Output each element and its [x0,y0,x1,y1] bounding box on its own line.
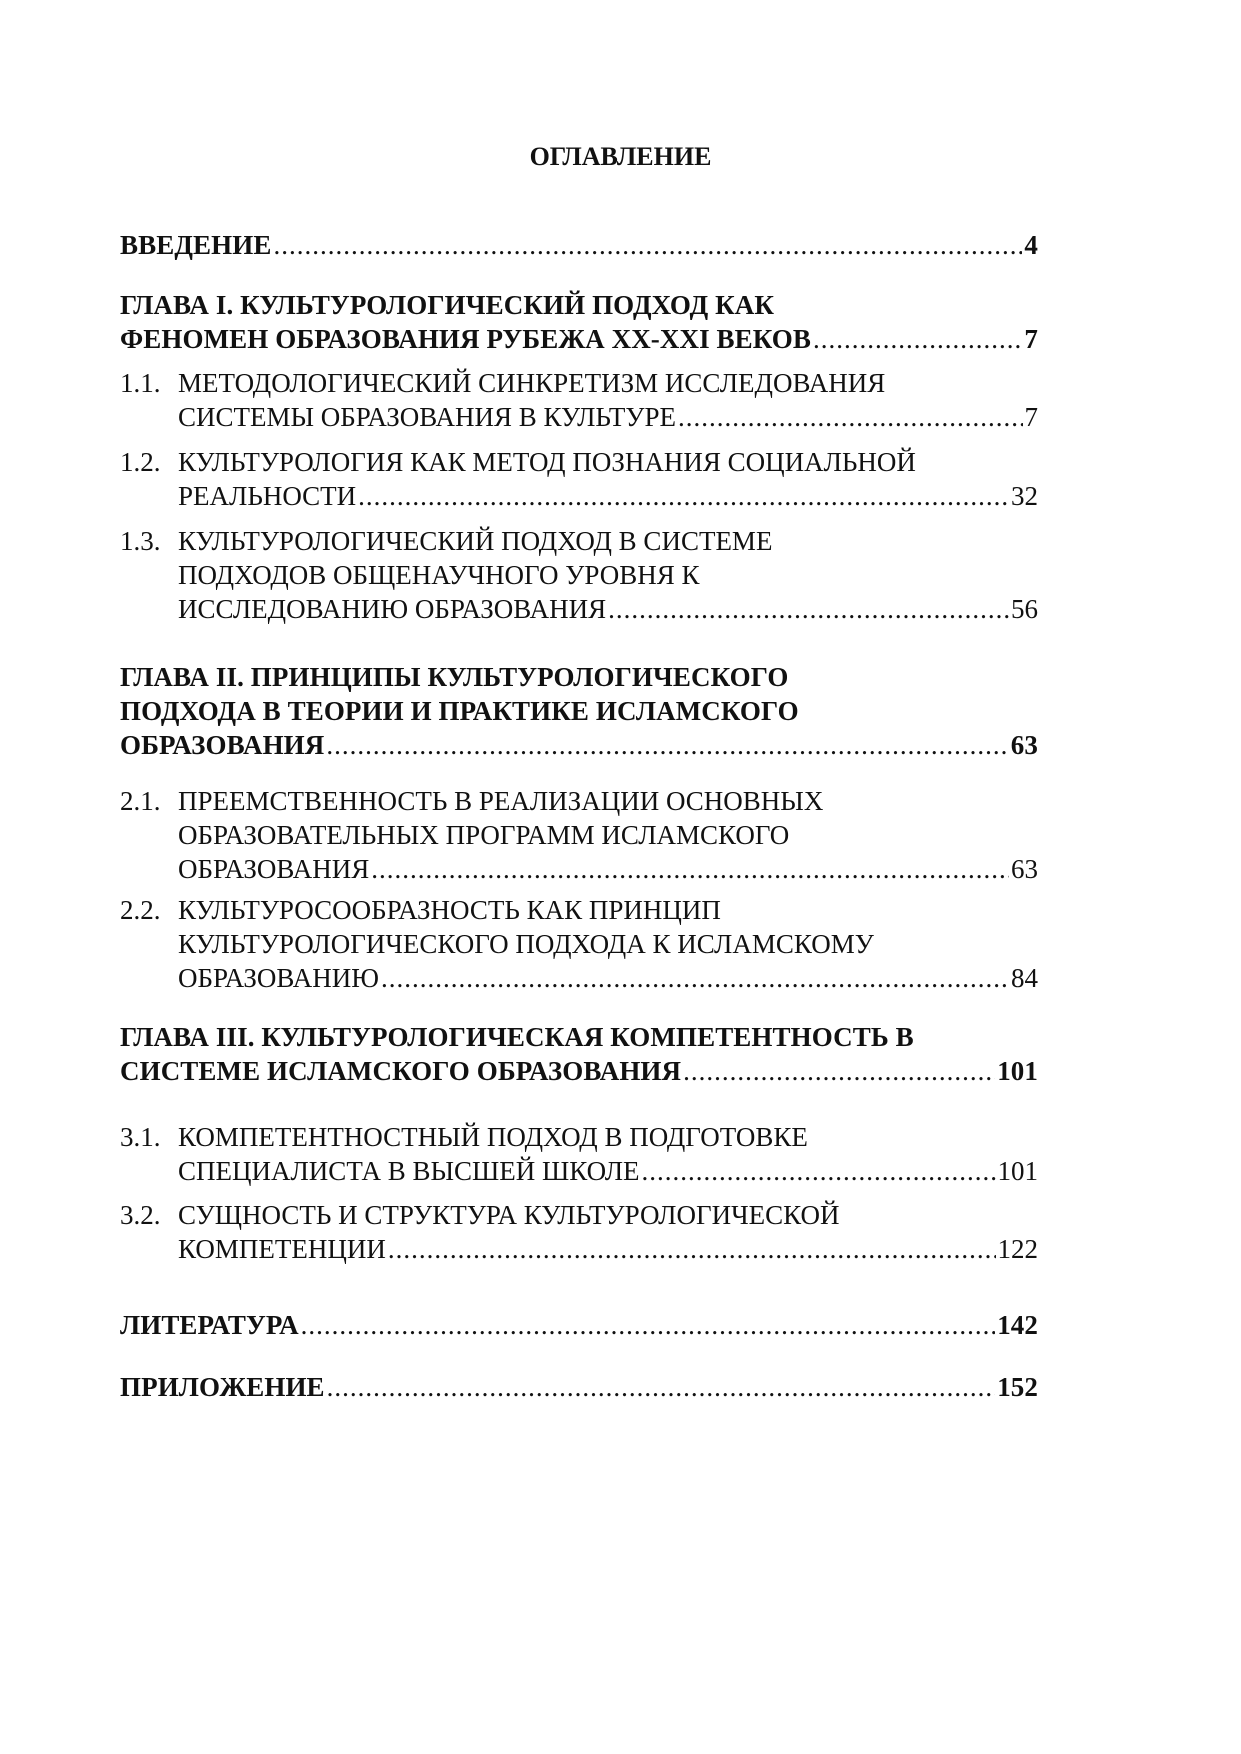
toc-line [120,366,1038,400]
entry-title: ГЛАВА I. КУЛЬТУРОЛОГИЧЕСКИЙ ПОДХОД КАК [120,290,775,320]
toc-line [120,288,1038,322]
dot-leader [326,728,1008,762]
dot-leader [301,1308,996,1342]
entry-title: ПРИЛОЖЕНИЕ [120,1372,325,1402]
page-number: 101 [997,1056,1038,1086]
dot-leader [608,592,1009,626]
section-number: 2.2. [120,895,161,925]
entry-title: КУЛЬТУРОСООБРАЗНОСТЬ КАК ПРИНЦИП [178,895,721,925]
page-number: 101 [997,1156,1038,1186]
entry-title: ПОДХОДОВ ОБЩЕНАУЧНОГО УРОВНЯ К [178,560,700,590]
dot-leader [327,1370,996,1404]
toc-line [120,893,1038,927]
entry-title: ОБРАЗОВАТЕЛЬНЫХ ПРОГРАММ ИСЛАМСКОГО [178,820,790,850]
toc-line [120,1120,1038,1154]
page-number: 152 [997,1372,1038,1402]
page-number: 84 [1011,963,1038,993]
entry-title: СПЕЦИАЛИСТА В ВЫСШЕЙ ШКОЛЕ [178,1156,640,1186]
dot-leader [642,1154,996,1188]
entry-title: РЕАЛЬНОСТИ [178,481,357,511]
toc-chapter-entry[interactable] [120,288,1038,356]
entry-title: ИССЛЕДОВАНИЮ ОБРАЗОВАНИЯ [178,594,607,624]
toc-line [120,1020,1038,1054]
entry-title: СИСТЕМЕ ИСЛАМСКОГО ОБРАЗОВАНИЯ [120,1056,682,1086]
toc-line [120,592,1038,626]
toc-section-entry[interactable] [120,366,1038,434]
page-title: ОГЛАВЛЕНИЕ [529,142,712,171]
entry-title: КУЛЬТУРОЛОГИЧЕСКИЙ ПОДХОД В СИСТЕМЕ [178,526,773,556]
toc-line [120,1370,1038,1404]
toc-section-entry[interactable] [120,893,1038,995]
toc-line [120,852,1038,886]
toc-line [120,558,1038,592]
toc-chapter-entry[interactable] [120,1308,1038,1342]
entry-title: ПРЕЕМСТВЕННОСТЬ В РЕАЛИЗАЦИИ ОСНОВНЫХ [178,786,824,816]
dot-leader [813,322,1022,356]
entry-title: КУЛЬТУРОЛОГИЯ КАК МЕТОД ПОЗНАНИЯ СОЦИАЛЬНОЙ [178,447,916,477]
dot-leader [381,961,1009,995]
toc-line [120,322,1038,356]
toc-line [120,400,1038,434]
toc-line [120,660,1038,694]
page-number: 63 [1010,730,1038,760]
section-number: 2.1. [120,786,161,816]
page-number: 122 [997,1234,1038,1264]
entry-title: ФЕНОМЕН ОБРАЗОВАНИЯ РУБЕЖА XX-XXI ВЕКОВ [120,324,811,354]
toc-line [120,1054,1038,1088]
dot-leader [683,1054,995,1088]
toc-chapter-entry[interactable] [120,660,1038,762]
entry-title: ЛИТЕРАТУРА [120,1310,299,1340]
toc-line [120,728,1038,762]
entry-title: ПОДХОДА В ТЕОРИИ И ПРАКТИКЕ ИСЛАМСКОГО [120,696,799,726]
entry-title: КУЛЬТУРОЛОГИЧЕСКОГО ПОДХОДА К ИСЛАМСКОМУ [178,929,874,959]
toc-line [120,445,1038,479]
toc-line [120,818,1038,852]
page-number: 56 [1011,594,1038,624]
entry-title: ОБРАЗОВАНИЯ [120,730,325,760]
entry-title: ОБРАЗОВАНИЮ [178,963,379,993]
entry-title: МЕТОДОЛОГИЧЕСКИЙ СИНКРЕТИЗМ ИССЛЕДОВАНИЯ [178,368,886,398]
section-number: 3.1. [120,1122,161,1152]
toc-line [120,524,1038,558]
dot-leader [678,400,1023,434]
toc-section-entry[interactable] [120,524,1038,626]
dot-leader [371,852,1009,886]
entry-title: ГЛАВА II. ПРИНЦИПЫ КУЛЬТУРОЛОГИЧЕСКОГО [120,662,789,692]
toc-chapter-entry[interactable] [120,1370,1038,1404]
toc-section-entry[interactable] [120,1198,1038,1266]
toc-line [120,694,1038,728]
entry-title: СУЩНОСТЬ И СТРУКТУРА КУЛЬТУРОЛОГИЧЕСКОЙ [178,1200,840,1230]
toc-line [120,927,1038,961]
page-number: 63 [1011,854,1038,884]
toc-section-entry[interactable] [120,445,1038,513]
toc-line [120,784,1038,818]
dot-leader [273,228,1022,262]
toc-line [120,479,1038,513]
entry-title: КОМПЕТЕНЦИИ [178,1234,386,1264]
entry-title: ОБРАЗОВАНИЯ [178,854,370,884]
toc-line [120,1232,1038,1266]
toc-chapter-entry[interactable] [120,228,1038,262]
toc-line [120,228,1038,262]
entry-title: ВВЕДЕНИЕ [120,230,272,260]
toc-section-entry[interactable] [120,784,1038,886]
section-number: 1.3. [120,526,161,556]
page-number: 7 [1024,402,1038,432]
section-number: 1.1. [120,368,161,398]
section-number: 3.2. [120,1200,161,1230]
entry-title: КОМПЕТЕНТНОСТНЫЙ ПОДХОД В ПОДГОТОВКЕ [178,1122,808,1152]
toc-line [120,1308,1038,1342]
dot-leader [388,1232,996,1266]
page-number: 32 [1011,481,1038,511]
entry-title: ГЛАВА III. КУЛЬТУРОЛОГИЧЕСКАЯ КОМПЕТЕНТНОСТЬ В [120,1022,914,1052]
entry-title: СИСТЕМЫ ОБРАЗОВАНИЯ В КУЛЬТУРЕ [178,402,676,432]
dot-leader [358,479,1009,513]
toc-line [120,1154,1038,1188]
toc-section-entry[interactable] [120,1120,1038,1188]
section-number: 1.2. [120,447,161,477]
toc-line [120,961,1038,995]
toc-chapter-entry[interactable] [120,1020,1038,1088]
page-number: 142 [997,1310,1038,1340]
page-number: 4 [1024,230,1038,260]
page-number: 7 [1024,324,1038,354]
toc-line [120,1198,1038,1232]
